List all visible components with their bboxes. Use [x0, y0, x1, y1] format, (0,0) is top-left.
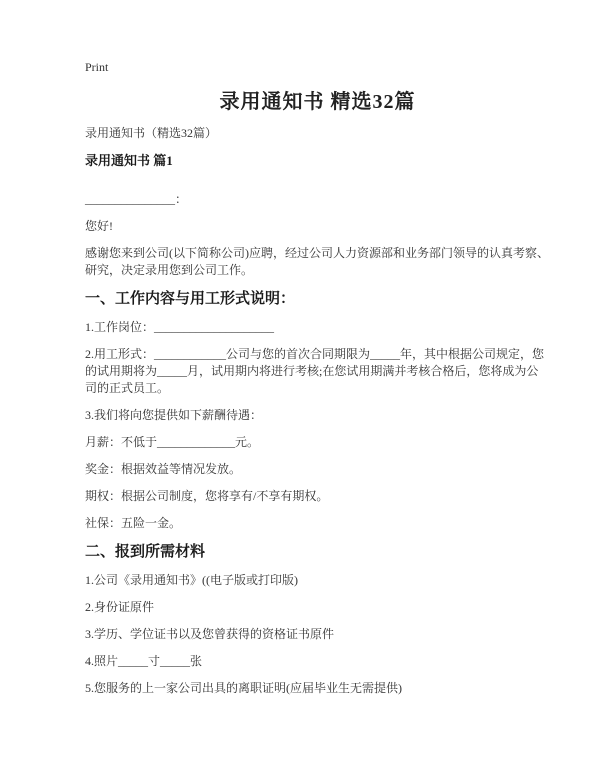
section-1-heading: 一、工作内容与用工形式说明： — [85, 291, 296, 307]
section-2-heading: 二、报到所需材料 — [85, 544, 206, 560]
section1-item-employment-form: 2.用工形式：____________公司与您的首次合同期限为_____年，其中根据公司规定，您的试用期将为_____月，试用期内将进行考核;在您试用期满并考核合格后，您将成为公司的正式员工。 — [85, 347, 545, 395]
intro-paragraph: 感谢您来到公司(以下简称公司)应聘，经过公司人力资源部和业务部门领导的认真考察、研究，决定录用您到公司工作。 — [85, 246, 549, 277]
section1-item-monthly-salary: 月薪：不低于_____________元。 — [85, 435, 260, 449]
section2-item-offer-letter: 1.公司《录用通知书》((电子版或打印版) — [85, 573, 298, 587]
section1-item-stock-options: 期权：根据公司制度，您将享有/不享有期权。 — [85, 489, 329, 503]
section2-item-certificates: 3.学历、学位证书以及您曾获得的资格证书原件 — [85, 627, 335, 641]
document-subtitle: 录用通知书（精选32篇） — [85, 126, 218, 140]
print-button[interactable]: Print — [85, 60, 109, 74]
page-title: 录用通知书 精选32篇 — [219, 91, 416, 113]
section1-item-compensation-intro: 3.我们将向您提供如下薪酬待遇： — [85, 408, 263, 422]
section2-item-photos: 4.照片_____寸_____张 — [85, 654, 203, 668]
greeting-line: 您好! — [85, 219, 113, 233]
salutation-blank-line: _______________： — [85, 192, 188, 206]
section2-item-resignation-proof: 5.您服务的上一家公司出具的离职证明(应届毕业生无需提供) — [85, 681, 402, 695]
section1-item-job-position: 1.工作岗位：____________________ — [85, 320, 275, 334]
section1-item-social-insurance: 社保：五险一金。 — [85, 516, 182, 530]
section2-item-id-card: 2.身份证原件 — [85, 600, 155, 614]
article-1-heading: 录用通知书 篇1 — [85, 153, 173, 168]
section1-item-bonus: 奖金：根据效益等情况发放。 — [85, 462, 242, 476]
